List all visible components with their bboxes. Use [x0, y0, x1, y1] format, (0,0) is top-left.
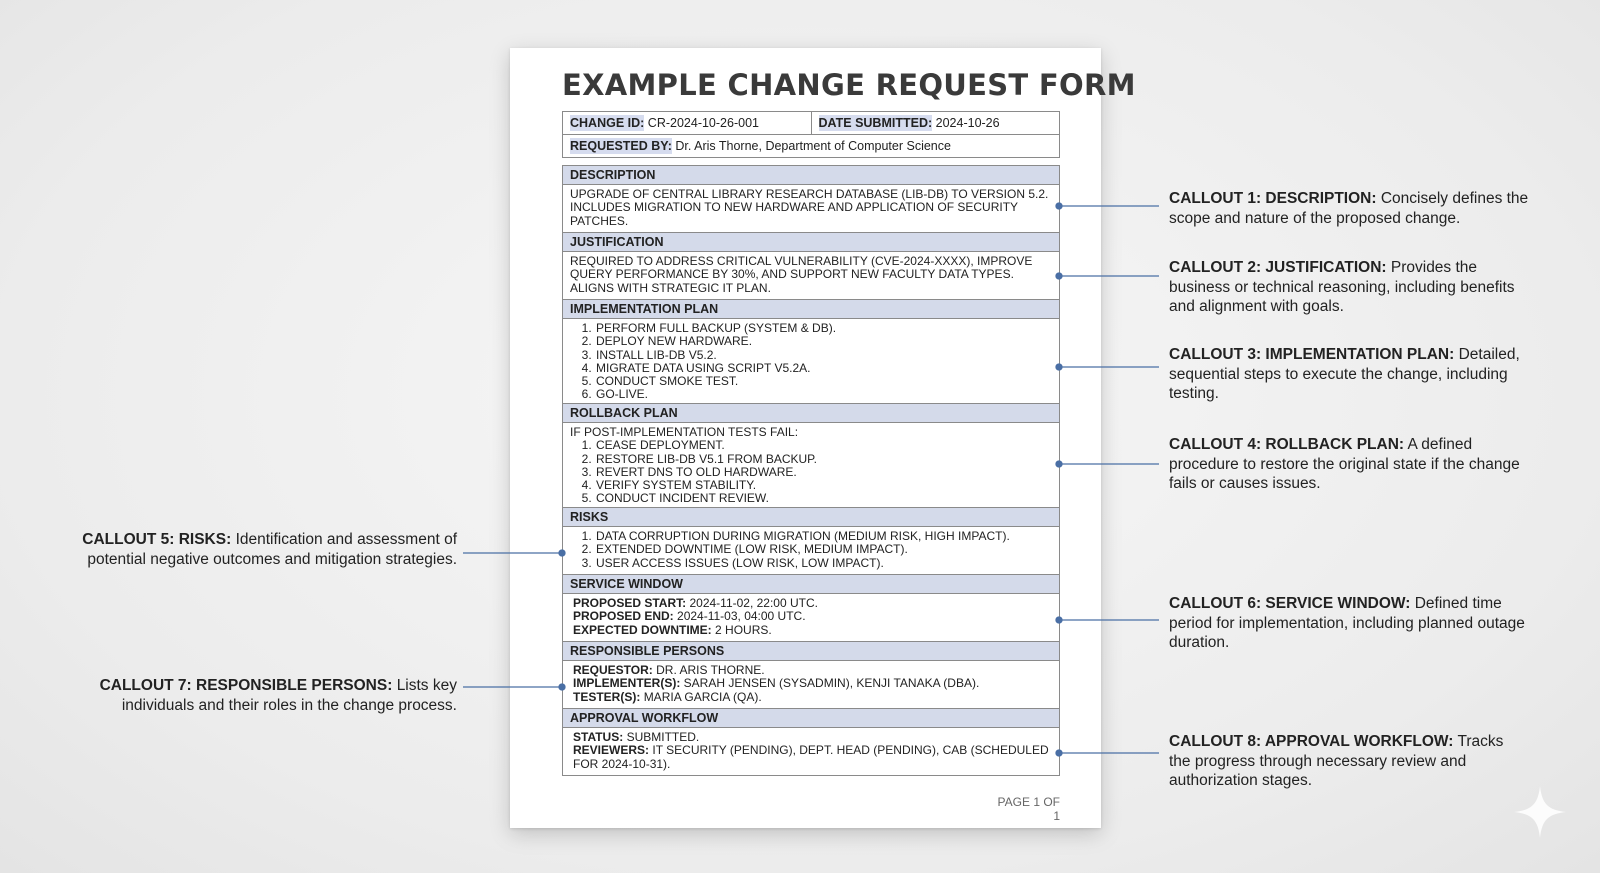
callout-2-text: Provides the business or technical reasoning, including benefits and alignment with goals.: [1169, 259, 1515, 315]
list-item: 6. GO-LIVE.: [595, 388, 1049, 401]
proposed-start-label: PROPOSED START:: [573, 596, 687, 610]
status-label: STATUS:: [573, 730, 624, 744]
callout-7: [37, 676, 457, 715]
rollback-intro: IF POST-IMPLEMENTATION TESTS FAIL:: [570, 425, 799, 439]
callout-1-dot: [1056, 203, 1062, 209]
callout-1-text: Concisely defines the scope and nature of the proposed change.: [1169, 190, 1529, 227]
callout-5-title: CALLOUT 5: RISKS:: [82, 531, 232, 548]
risks-heading: RISKS: [563, 508, 1059, 527]
date-submitted-value: 2024-10-26: [935, 116, 1000, 130]
list-item: 3. REVERT DNS TO OLD HARDWARE.: [595, 466, 1049, 479]
callout-7-dot: [559, 684, 565, 690]
list-item: 2. DEPLOY NEW HARDWARE.: [595, 335, 1049, 348]
callout-7-title: CALLOUT 7: RESPONSIBLE PERSONS:: [99, 677, 393, 694]
responsible-heading: RESPONSIBLE PERSONS: [563, 642, 1059, 661]
requested-by-label: REQUESTED BY:: [570, 139, 672, 153]
list-item: 1. CEASE DEPLOYMENT.: [595, 439, 1049, 452]
callout-4-text: A defined procedure to restore the original state if the change fails or causes issues.: [1169, 436, 1520, 492]
callout-5: [37, 530, 457, 569]
list-item: 3. USER ACCESS ISSUES (LOW RISK, LOW IMPACT).: [595, 557, 1049, 570]
list-item: 3. INSTALL LIB-DB V5.2.: [595, 349, 1049, 362]
testers-value: MARIA GARCIA (QA).: [643, 689, 762, 704]
proposed-start-value: 2024-11-02, 22:00 UTC.: [689, 596, 818, 610]
change-id-value: CR-2024-10-26-001: [647, 116, 759, 130]
callout-3: [1169, 345, 1529, 404]
reviewers-value: IT SECURITY (PENDING), DEPT. HEAD (PENDING), CAB (SCHEDULED FOR 2024-10-31).: [573, 743, 1049, 771]
downtime-label: EXPECTED DOWNTIME:: [573, 622, 712, 637]
form-title: EXAMPLE CHANGE REQUEST FORM: [562, 68, 1136, 102]
list-item: 2. EXTENDED DOWNTIME (LOW RISK, MEDIUM IMPACT).: [595, 543, 1049, 556]
callout-6-dot: [1056, 617, 1062, 623]
testers-label: TESTER(S):: [573, 689, 641, 704]
sparkle-icon: [1512, 784, 1568, 840]
list-item: 4. VERIFY SYSTEM STABILITY.: [595, 479, 1049, 492]
callout-8-dot: [1056, 750, 1062, 756]
proposed-end-label: PROPOSED END:: [573, 609, 674, 624]
callout-6: [1169, 594, 1529, 653]
status-value: SUBMITTED.: [626, 730, 700, 744]
approval-heading: APPROVAL WORKFLOW: [563, 709, 1059, 728]
callout-1: [1169, 189, 1529, 228]
callout-6-title: CALLOUT 6: SERVICE WINDOW:: [1169, 595, 1411, 612]
list-item: 5. CONDUCT INCIDENT REVIEW.: [595, 492, 1049, 505]
list-item: 1. PERFORM FULL BACKUP (SYSTEM & DB).: [595, 322, 1049, 335]
implementers-value: SARAH JENSEN (SYSADMIN), KENJI TANAKA (DBA).: [683, 676, 980, 691]
change-id-label: CHANGE ID:: [570, 116, 645, 130]
callout-7-text: Lists key individuals and their roles in the change process.: [121, 677, 457, 714]
requestor-value: DR. ARIS THORNE.: [656, 663, 765, 677]
requestor-label: REQUESTOR:: [573, 663, 653, 677]
callout-3-dot: [1056, 364, 1062, 370]
service-window-heading: SERVICE WINDOW: [563, 575, 1059, 594]
list-item: 2. RESTORE LIB-DB V5.1 FROM BACKUP.: [595, 453, 1049, 466]
callout-5-text: Identification and assessment of potential negative outcomes and mitigation strategies.: [87, 531, 457, 568]
reviewers-label: REVIEWERS:: [573, 743, 650, 758]
list-item: 1. DATA CORRUPTION DURING MIGRATION (MEDIUM RISK, HIGH IMPACT).: [595, 530, 1049, 543]
callout-5-dot: [559, 550, 565, 556]
callout-3-title: CALLOUT 3: IMPLEMENTATION PLAN:: [1169, 346, 1455, 363]
callout-4: [1169, 435, 1529, 494]
callout-3-text: Detailed, sequential steps to execute the change, including testing.: [1169, 346, 1520, 402]
callout-2: [1169, 258, 1529, 317]
list-item: 4. MIGRATE DATA USING SCRIPT V5.2A.: [595, 362, 1049, 375]
page-number: PAGE 1 OF 1: [997, 795, 1060, 823]
requested-by-value: Dr. Aris Thorne, Department of Computer Science: [675, 139, 951, 153]
justification-body: REQUIRED TO ADDRESS CRITICAL VULNERABILITY (CVE-2024-XXXX), IMPROVE QUERY PERFORMANCE BY 30%, AND SUPPORT NEW FACULTY DATA TYPES. ALIGNS WITH STRATEGIC IT PLAN.: [563, 252, 1059, 300]
rollback-heading: ROLLBACK PLAN: [563, 404, 1059, 423]
proposed-end-value: 2024-11-03, 04:00 UTC.: [677, 609, 806, 624]
description-heading: DESCRIPTION: [563, 166, 1059, 185]
description-body: UPGRADE OF CENTRAL LIBRARY RESEARCH DATABASE (LIB-DB) TO VERSION 5.2. INCLUDES MIGRATION TO NEW HARDWARE AND APPLICATION OF SECURITY PATCHES.: [563, 185, 1059, 233]
callout-1-title: CALLOUT 1: DESCRIPTION:: [1169, 190, 1377, 207]
downtime-value: 2 HOURS.: [715, 622, 772, 637]
justification-heading: JUSTIFICATION: [563, 233, 1059, 252]
callout-2-dot: [1056, 273, 1062, 279]
callout-8-text: Tracks the progress through necessary review and authorization stages.: [1169, 733, 1504, 789]
callout-4-dot: [1056, 461, 1062, 467]
date-submitted-label: DATE SUBMITTED:: [818, 116, 933, 130]
callout-8: [1169, 732, 1529, 791]
callout-2-title: CALLOUT 2: JUSTIFICATION:: [1169, 259, 1387, 276]
callout-8-title: CALLOUT 8: APPROVAL WORKFLOW:: [1169, 733, 1454, 750]
list-item: 5. CONDUCT SMOKE TEST.: [595, 375, 1049, 388]
callout-6-text: Defined time period for implementation, including planned outage duration.: [1169, 595, 1525, 651]
implementers-label: IMPLEMENTER(S):: [573, 676, 681, 691]
callout-4-title: CALLOUT 4: ROLLBACK PLAN:: [1169, 436, 1405, 453]
implementation-heading: IMPLEMENTATION PLAN: [563, 300, 1059, 319]
